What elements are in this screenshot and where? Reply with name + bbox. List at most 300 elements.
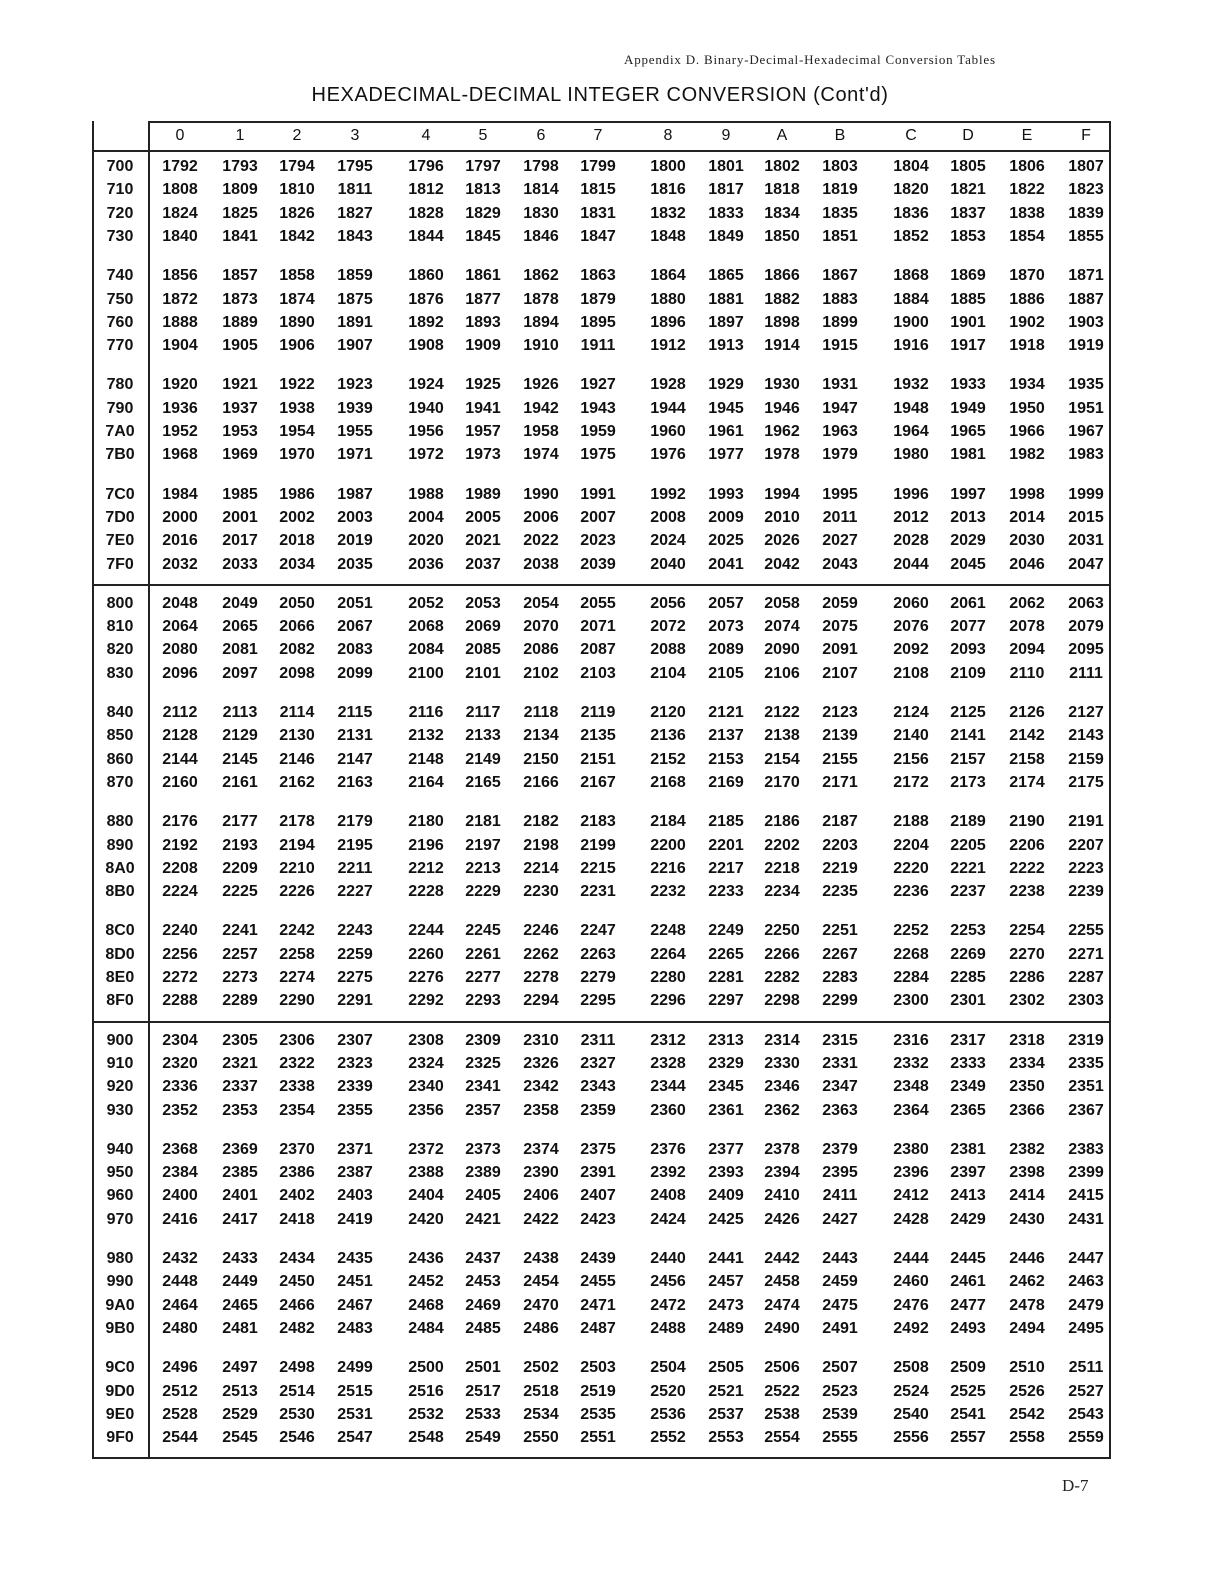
table-cell: 2270 [1009, 945, 1045, 963]
table-cell: 2310 [523, 1031, 559, 1049]
table-cell: 2297 [708, 992, 744, 1010]
table-cell: 2392 [650, 1164, 686, 1182]
table-cell: 2280 [650, 969, 686, 986]
row-label: 830 [106, 664, 134, 682]
table-cell: 2013 [950, 508, 986, 526]
table-cell: 2030 [1009, 532, 1045, 550]
table-cell: 2164 [408, 773, 444, 791]
table-cell: 2374 [523, 1140, 559, 1158]
table-cell: 1919 [1068, 337, 1104, 355]
table-cell: 2514 [279, 1382, 315, 1400]
table-cell: 2400 [162, 1187, 198, 1205]
table-cell: 2113 [222, 704, 258, 721]
page-title: HEXADECIMAL-DECIMAL INTEGER CONVERSION (Cont'd) [311, 84, 889, 106]
table-cell: 2463 [1068, 1273, 1104, 1291]
table-cell: 2323 [337, 1054, 373, 1072]
table-cell: 1900 [893, 313, 929, 331]
table-cell: 2095 [1068, 641, 1104, 659]
table-cell: 2551 [580, 1429, 616, 1447]
column-header: F [1081, 127, 1091, 144]
row-label: 7C0 [105, 485, 135, 503]
table-cell: 2251 [822, 922, 858, 940]
table-cell: 2317 [950, 1031, 986, 1049]
row-label: 8D0 [105, 945, 135, 963]
table-cell: 2017 [222, 532, 258, 550]
table-cell: 2101 [465, 664, 501, 682]
table-cell: 1854 [1009, 227, 1045, 245]
table-cell: 2333 [950, 1054, 986, 1072]
table-cell: 2340 [408, 1078, 444, 1096]
table-cell: 2409 [708, 1187, 744, 1205]
table-cell: 2303 [1068, 992, 1104, 1010]
table-cell: 2120 [650, 704, 686, 721]
table-cell: 2265 [708, 945, 744, 963]
table-cell: 2410 [764, 1187, 800, 1205]
table-cell: 2077 [950, 618, 986, 636]
table-cell: 2456 [650, 1273, 686, 1291]
table-cell: 2140 [893, 727, 929, 745]
table-cell: 1865 [708, 267, 744, 285]
table-cell: 1841 [222, 227, 258, 245]
table-cell: 2036 [408, 555, 444, 573]
table-cell: 2124 [893, 704, 929, 721]
table-cell: 1884 [893, 290, 929, 308]
table-cell: 2527 [1068, 1382, 1104, 1400]
table-cell: 2045 [950, 555, 986, 573]
table-cell: 2178 [279, 813, 315, 831]
table-cell: 2543 [1068, 1405, 1104, 1423]
table-cell: 2239 [1068, 883, 1104, 901]
table-cell: 2247 [580, 922, 616, 940]
row-label: 760 [106, 313, 134, 331]
table-cell: 1856 [162, 267, 198, 285]
table-cell: 2389 [465, 1164, 501, 1182]
table-cell: 1804 [893, 158, 929, 175]
table-cell: 2139 [822, 727, 858, 745]
table-cell: 2227 [337, 883, 373, 901]
table-cell: 2231 [580, 883, 616, 901]
table-cell: 2074 [764, 618, 800, 636]
table-cell: 2419 [337, 1210, 373, 1228]
table-cell: 2540 [893, 1405, 929, 1423]
table-cell: 2269 [950, 945, 986, 963]
table-cell: 2484 [408, 1319, 444, 1337]
table-cell: 2201 [708, 836, 744, 854]
table-cell: 2359 [580, 1101, 616, 1119]
table-cell: 1924 [408, 376, 444, 394]
table-cell: 1999 [1068, 485, 1104, 503]
table-cell: 2189 [950, 813, 986, 831]
row-label: 8C0 [105, 922, 135, 940]
table-cell: 2318 [1009, 1031, 1045, 1049]
table-cell: 2171 [822, 773, 858, 791]
table-cell: 2161 [222, 773, 258, 791]
table-cell: 1968 [162, 446, 198, 464]
row-label: 960 [106, 1187, 134, 1205]
table-cell: 2264 [650, 945, 686, 963]
table-cell: 2209 [222, 859, 258, 877]
table-cell: 2481 [222, 1319, 258, 1337]
table-cell: 2232 [650, 883, 686, 901]
table-cell: 1927 [580, 376, 616, 394]
row-label: 9F0 [106, 1429, 134, 1447]
table-cell: 2007 [580, 508, 616, 526]
table-cell: 2138 [764, 727, 800, 745]
table-cell: 2490 [764, 1319, 800, 1337]
table-cell: 1827 [337, 204, 373, 222]
table-cell: 1888 [162, 313, 198, 331]
table-cell: 2187 [822, 813, 858, 831]
table-cell: 1844 [408, 227, 444, 245]
column-header: 4 [421, 127, 431, 144]
table-cell: 2080 [162, 641, 198, 659]
table-cell: 2133 [465, 727, 501, 745]
column-header: 9 [721, 127, 731, 144]
table-cell: 2423 [580, 1210, 616, 1228]
row-label: 8A0 [105, 859, 135, 877]
table-cell: 2250 [764, 922, 800, 940]
table-cell: 1898 [764, 313, 800, 331]
table-cell: 2150 [523, 750, 559, 768]
table-cell: 2245 [465, 922, 501, 940]
table-cell: 1800 [650, 158, 686, 175]
column-header: C [905, 127, 917, 144]
table-cell: 2039 [580, 555, 616, 573]
row-label: 7E0 [105, 532, 135, 550]
table-cell: 2105 [708, 664, 744, 682]
table-cell: 1974 [523, 446, 559, 464]
table-cell: 2390 [523, 1164, 559, 1182]
table-cell: 2437 [465, 1250, 501, 1267]
table-cell: 2179 [337, 813, 373, 831]
table-cell: 2143 [1068, 727, 1104, 745]
table-cell: 1842 [279, 227, 315, 245]
table-cell: 2307 [337, 1031, 373, 1049]
table-cell: 1921 [222, 376, 258, 394]
table-cell: 1837 [950, 204, 986, 222]
table-cell: 2260 [408, 945, 444, 963]
table-cell: 1972 [408, 446, 444, 464]
table-cell: 2436 [408, 1250, 444, 1267]
table-cell: 2091 [822, 641, 858, 659]
table-cell: 2272 [162, 969, 198, 986]
table-cell: 1941 [465, 399, 501, 417]
table-cell: 2478 [1009, 1296, 1045, 1314]
table-cell: 2329 [708, 1054, 744, 1072]
table-cell: 2244 [408, 922, 444, 940]
table-cell: 1893 [465, 313, 501, 331]
table-cell: 1836 [893, 204, 929, 222]
table-cell: 2279 [580, 969, 616, 986]
table-cell: 2199 [580, 836, 616, 854]
table-cell: 2355 [337, 1101, 373, 1119]
table-cell: 2485 [465, 1319, 501, 1337]
table-cell: 2089 [708, 641, 744, 659]
table-cell: 2417 [222, 1210, 258, 1228]
table-cell: 2155 [822, 750, 858, 768]
table-cell: 2214 [523, 859, 559, 877]
table-cell: 2046 [1009, 555, 1045, 573]
table-cell: 2093 [950, 641, 986, 659]
table-cell: 2128 [162, 727, 198, 745]
table-cell: 2538 [764, 1405, 800, 1423]
row-label: 770 [106, 337, 134, 355]
table-cell: 2328 [650, 1054, 686, 1072]
table-cell: 1989 [465, 485, 501, 503]
table-cell: 2380 [893, 1140, 929, 1158]
table-cell: 2132 [408, 727, 444, 745]
table-cell: 2208 [162, 859, 198, 877]
table-cell: 2277 [465, 969, 501, 986]
table-cell: 2043 [822, 555, 858, 573]
table-cell: 2472 [650, 1296, 686, 1314]
table-cell: 1828 [408, 204, 444, 222]
table-cell: 1906 [279, 337, 315, 355]
table-cell: 2041 [708, 555, 744, 573]
table-cell: 2368 [162, 1140, 198, 1158]
table-cell: 2487 [580, 1319, 616, 1337]
table-cell: 2025 [708, 532, 744, 550]
table-cell: 2145 [222, 750, 258, 768]
table-cell: 2549 [465, 1429, 501, 1447]
row-label: 8E0 [105, 969, 135, 986]
table-cell: 2520 [650, 1382, 686, 1400]
table-cell: 2471 [580, 1296, 616, 1314]
table-cell: 2420 [408, 1210, 444, 1228]
table-cell: 1964 [893, 423, 929, 440]
table-cell: 2553 [708, 1429, 744, 1447]
table-cell: 1959 [580, 423, 616, 440]
table-cell: 2070 [523, 618, 559, 636]
table-cell: 2388 [408, 1164, 444, 1182]
table-cell: 2116 [408, 704, 444, 721]
table-cell: 1819 [822, 181, 858, 199]
table-cell: 2284 [893, 969, 929, 986]
table-cell: 2081 [222, 641, 258, 659]
table-cell: 1882 [764, 290, 800, 308]
table-cell: 1862 [523, 267, 559, 285]
page-rule [92, 584, 1111, 586]
table-cell: 1912 [650, 337, 686, 355]
table-cell: 2422 [523, 1210, 559, 1228]
row-label: 9C0 [105, 1359, 135, 1377]
table-cell: 2545 [222, 1429, 258, 1447]
table-cell: 2313 [708, 1031, 744, 1049]
table-cell: 2308 [408, 1031, 444, 1049]
table-cell: 2432 [162, 1250, 198, 1267]
table-cell: 1923 [337, 376, 373, 394]
table-cell: 2167 [580, 773, 616, 791]
table-cell: 2092 [893, 641, 929, 659]
table-cell: 2428 [893, 1210, 929, 1228]
table-cell: 2532 [408, 1405, 444, 1423]
table-cell: 2202 [764, 836, 800, 854]
table-cell: 1883 [822, 290, 858, 308]
table-cell: 2512 [162, 1382, 198, 1400]
table-cell: 1889 [222, 313, 258, 331]
table-cell: 2141 [950, 727, 986, 745]
table-cell: 2119 [580, 704, 616, 721]
table-cell: 2000 [162, 508, 198, 526]
table-cell: 1792 [162, 158, 198, 175]
table-cell: 2453 [465, 1273, 501, 1291]
table-cell: 1932 [893, 376, 929, 394]
table-cell: 2402 [279, 1187, 315, 1205]
table-cell: 1938 [279, 399, 315, 417]
table-cell: 2258 [279, 945, 315, 963]
row-label: 940 [106, 1140, 134, 1158]
table-cell: 2064 [162, 618, 198, 636]
table-cell: 2055 [580, 594, 616, 612]
table-cell: 1849 [708, 227, 744, 245]
table-cell: 2386 [279, 1164, 315, 1182]
table-cell: 2375 [580, 1140, 616, 1158]
table-cell: 2144 [162, 750, 198, 768]
row-label: 800 [106, 594, 134, 612]
table-cell: 2028 [893, 532, 929, 550]
table-cell: 2325 [465, 1054, 501, 1072]
column-header: 0 [175, 127, 185, 144]
table-cell: 1817 [708, 181, 744, 199]
table-cell: 1874 [279, 290, 315, 308]
table-cell: 1962 [764, 423, 800, 440]
table-cell: 1946 [764, 399, 800, 417]
table-cell: 1829 [465, 204, 501, 222]
table-cell: 1998 [1009, 485, 1045, 503]
table-cell: 2218 [764, 859, 800, 877]
table-cell: 2434 [279, 1250, 315, 1267]
table-cell: 2465 [222, 1296, 258, 1314]
table-cell: 2044 [893, 555, 929, 573]
table-cell: 2557 [950, 1429, 986, 1447]
row-label: 780 [106, 376, 134, 394]
table-cell: 2246 [523, 922, 559, 940]
table-cell: 2038 [523, 555, 559, 573]
table-cell: 1977 [708, 446, 744, 464]
column-header: 2 [292, 127, 302, 144]
table-cell: 1901 [950, 313, 986, 331]
table-cell: 2169 [708, 773, 744, 791]
table-cell: 2011 [822, 508, 858, 526]
table-cell: 2370 [279, 1140, 315, 1158]
table-cell: 2547 [337, 1429, 373, 1447]
table-cell: 1821 [950, 181, 986, 199]
table-cell: 2513 [222, 1382, 258, 1400]
table-cell: 2345 [708, 1078, 744, 1096]
table-cell: 1872 [162, 290, 198, 308]
table-cell: 2539 [822, 1405, 858, 1423]
table-cell: 1925 [465, 376, 501, 394]
table-cell: 2305 [222, 1031, 258, 1049]
table-cell: 2363 [822, 1101, 858, 1119]
table-cell: 2391 [580, 1164, 616, 1182]
table-cell: 1839 [1068, 204, 1104, 222]
table-cell: 2343 [580, 1078, 616, 1096]
table-cell: 1848 [650, 227, 686, 245]
table-cell: 2473 [708, 1296, 744, 1314]
table-cell: 1993 [708, 485, 744, 503]
table-cell: 2344 [650, 1078, 686, 1096]
table-cell: 1973 [465, 446, 501, 464]
row-label: 970 [106, 1210, 134, 1228]
table-cell: 1918 [1009, 337, 1045, 355]
column-header: 7 [593, 127, 603, 144]
table-cell: 2338 [279, 1078, 315, 1096]
row-label: 850 [106, 727, 134, 745]
table-cell: 2032 [162, 555, 198, 573]
table-cell: 1820 [893, 181, 929, 199]
table-cell: 2151 [580, 750, 616, 768]
row-label: 7A0 [105, 423, 135, 440]
table-cell: 1861 [465, 267, 501, 285]
table-cell: 2076 [893, 618, 929, 636]
page-number: D-7 [1062, 1476, 1089, 1495]
table-cell: 2522 [764, 1382, 800, 1400]
table-cell: 2005 [465, 508, 501, 526]
table-cell: 2211 [337, 859, 373, 877]
table-cell: 1969 [222, 446, 258, 464]
table-cell: 2257 [222, 945, 258, 963]
table-cell: 2356 [408, 1101, 444, 1119]
table-cell: 1920 [162, 376, 198, 394]
table-cell: 2290 [279, 992, 315, 1010]
table-cell: 2452 [408, 1273, 444, 1291]
table-cell: 2361 [708, 1101, 744, 1119]
table-cell: 2094 [1009, 641, 1045, 659]
table-cell: 2152 [650, 750, 686, 768]
table-cell: 2072 [650, 618, 686, 636]
table-cell: 2123 [822, 704, 858, 721]
table-cell: 2342 [523, 1078, 559, 1096]
table-cell: 1814 [523, 181, 559, 199]
table-cell: 2504 [650, 1359, 686, 1377]
table-cell: 2234 [764, 883, 800, 901]
table-cell: 1958 [523, 423, 559, 440]
table-cell: 2461 [950, 1273, 986, 1291]
table-cell: 2060 [893, 594, 929, 612]
table-cell: 2008 [650, 508, 686, 526]
table-cell: 1809 [222, 181, 258, 199]
table-cell: 1917 [950, 337, 986, 355]
table-cell: 1988 [408, 485, 444, 503]
table-cell: 1852 [893, 227, 929, 245]
table-cell: 2065 [222, 618, 258, 636]
table-cell: 1795 [337, 158, 373, 175]
table-cell: 2003 [337, 508, 373, 526]
table-cell: 2289 [222, 992, 258, 1010]
table-cell: 2237 [950, 883, 986, 901]
row-label: 920 [106, 1078, 134, 1096]
table-cell: 1929 [708, 376, 744, 394]
row-label: 720 [106, 204, 134, 222]
table-cell: 2505 [708, 1359, 744, 1377]
table-cell: 1956 [408, 423, 444, 440]
table-cell: 1864 [650, 267, 686, 285]
table-cell: 1987 [337, 485, 373, 503]
table-cell: 2501 [465, 1359, 501, 1377]
table-cell: 1913 [708, 337, 744, 355]
table-cell: 2337 [222, 1078, 258, 1096]
table-cell: 2176 [162, 813, 198, 831]
table-cell: 2552 [650, 1429, 686, 1447]
table-cell: 2090 [764, 641, 800, 659]
row-label: 990 [106, 1273, 134, 1291]
table-cell: 2536 [650, 1405, 686, 1423]
table-cell: 1846 [523, 227, 559, 245]
table-cell: 2035 [337, 555, 373, 573]
table-cell: 2378 [764, 1140, 800, 1158]
table-cell: 2399 [1068, 1164, 1104, 1182]
